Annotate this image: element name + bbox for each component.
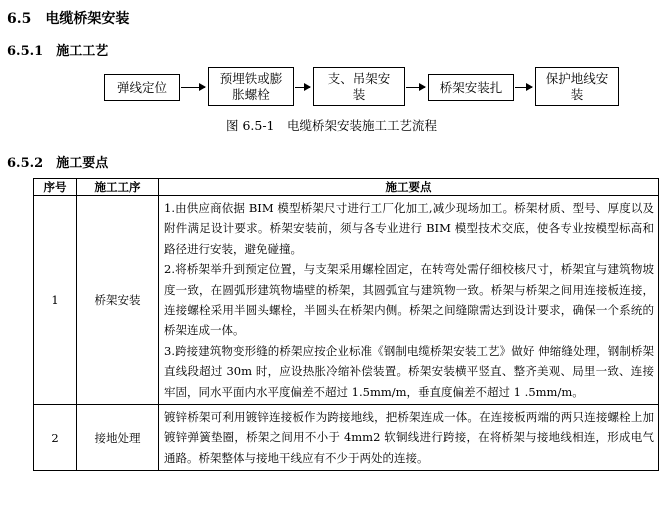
flow-arrow-2 xyxy=(295,87,310,88)
table-header-row xyxy=(34,179,659,196)
row-process: 桥架安装 xyxy=(77,196,159,405)
key-point-paragraph: 2.将桥架举升到预定位置，与支架采用螺栓固定，在转弯处需仔细校核尺寸，桥架宜与建筑物坡度一致，在圆弧形建筑物墙壁的桥架，其圆弧宜与建筑物一致。桥架与桥架之间用连接板连接，连接螺栓采用半圆头螺栓，半圆头在桥架内侧。桥架之间缝隙需达到设计要求，确保一个系统的桥架连成一体。 xyxy=(164,262,654,338)
row-process: 接地处理 xyxy=(77,405,159,471)
flow-step-5: 保护地线安装 xyxy=(535,67,619,106)
flowchart-caption: 图 6.5-1 电缆桥架安装施工工艺流程 xyxy=(225,118,438,133)
key-point-paragraph: 3.跨接建筑物变形缝的桥架应按企业标准《钢制电缆桥架安装工艺》做好 伸缩缝处理，钢制桥架直线段超过 30m 时，应设热胀冷缩补偿装置。桥架安装横平竖直、整齐美观、局里一致、连接牢固，同水平面内水平度偏差不超过 1.5mm/m，垂直度偏差不超过 1 .5mm/m。 xyxy=(164,343,654,399)
row-key-points xyxy=(159,405,659,471)
header-number: 序号 xyxy=(34,179,77,196)
key-point-paragraph: 1.由供应商依据 BIM 模型桥架尺寸进行工厂化加工,减少现场加工。桥架材质、型号、厚度以及附件满足设计要求。桥架安装前，须与各专业进行 BIM 模型技术交底，使各专业按模型标高和路径进行安装，避免碰撞。 xyxy=(164,201,654,256)
header-process: 施工工序 xyxy=(77,179,159,196)
row-number: 1 xyxy=(34,196,77,405)
subsection-title-process: 6.5.1 施工工艺 xyxy=(7,44,109,59)
flow-step-4: 桥架安装扎 xyxy=(428,74,514,101)
flow-arrow-1 xyxy=(181,87,205,88)
section-heading: 6.5 电缆桥架安装 xyxy=(7,11,130,27)
flow-step-2: 预埋铁或膨胀螺栓 xyxy=(208,67,294,106)
table-row xyxy=(34,196,659,405)
header-key-points: 施工要点 xyxy=(159,179,659,196)
flow-arrow-3 xyxy=(406,87,425,88)
table-row xyxy=(34,405,659,471)
row-key-points xyxy=(159,196,659,405)
flow-step-3: 支、吊架安装 xyxy=(313,67,405,106)
subsection-title-key-points: 6.5.2 施工要点 xyxy=(7,156,109,171)
key-point-paragraph: 镀锌桥架可利用镀锌连接板作为跨接地线，把桥架连成一体。在连接板两端的两只连接螺栓上加镀锌弹簧垫圈，桥架之间用不小于 4mm2 软铜线进行跨接，在将桥架与接地线相连，形成电气通路。桥架整体与接地干线应有不少于两处的连接。 xyxy=(164,410,654,465)
key-points-table xyxy=(33,178,659,471)
flow-step-1: 弹线定位 xyxy=(104,74,180,101)
flow-arrow-4 xyxy=(515,87,532,88)
row-number: 2 xyxy=(34,405,77,471)
